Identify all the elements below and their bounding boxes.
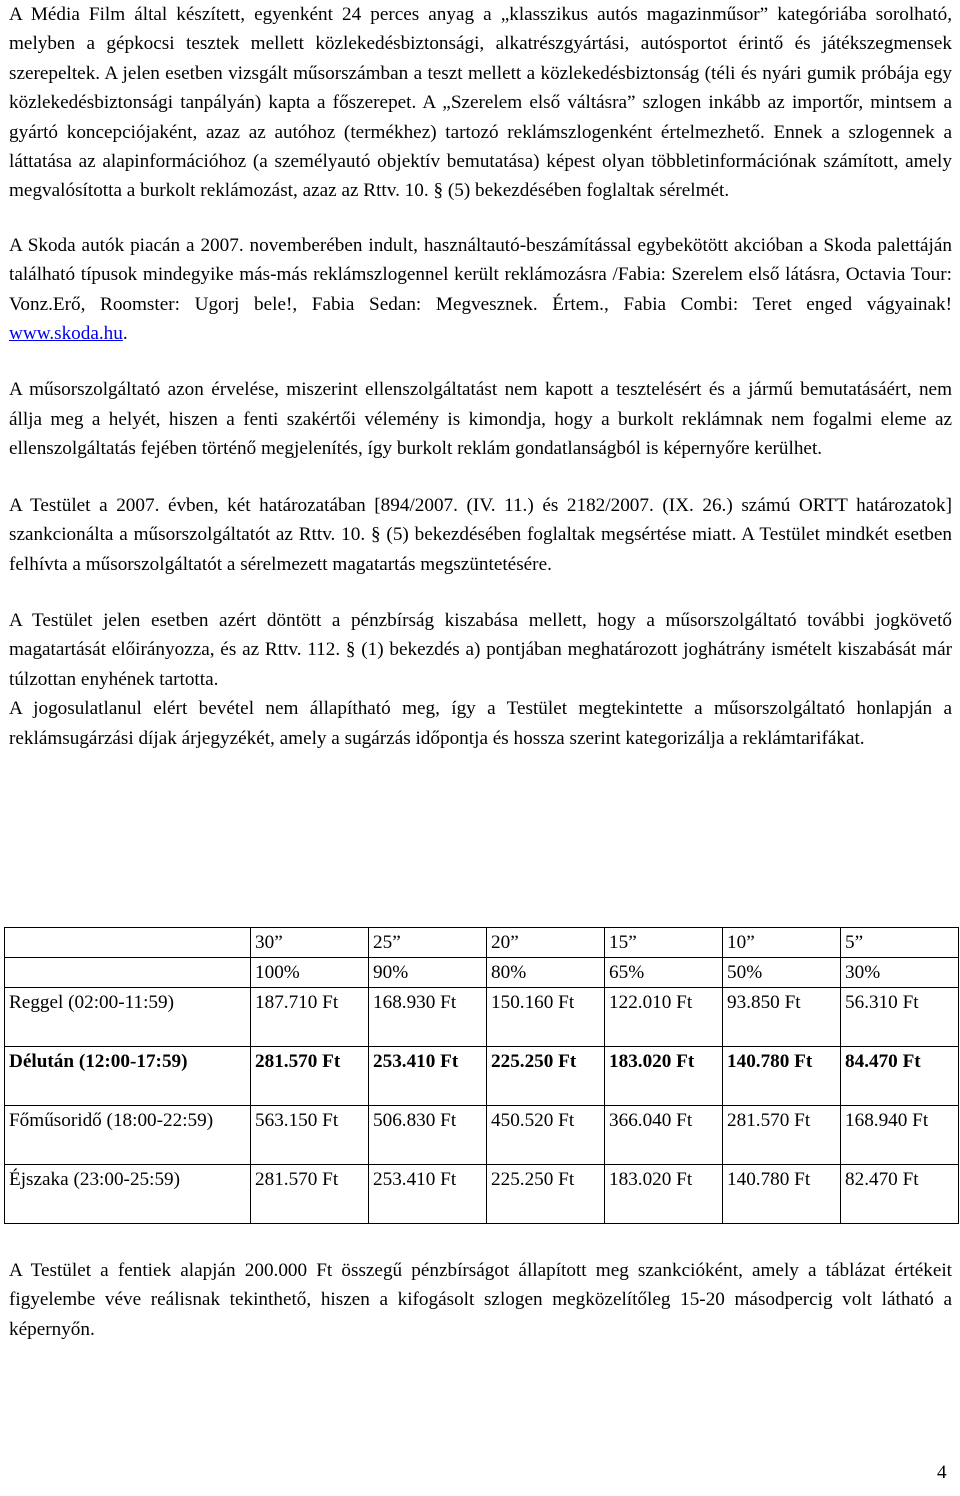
table-cell: 93.850 Ft <box>723 988 841 1047</box>
table-row-label: Reggel (02:00-11:59) <box>5 988 251 1047</box>
table-cell: 168.940 Ft <box>841 1106 959 1165</box>
table-row-label: Délután (12:00-17:59) <box>5 1047 251 1106</box>
paragraph-skoda-end: . <box>122 323 128 345</box>
table-cell: 225.250 Ft <box>487 1165 605 1224</box>
table-cell: 140.780 Ft <box>723 1165 841 1224</box>
skoda-link[interactable]: www.skoda.hu <box>9 323 123 345</box>
table-row-label: Éjszaka (23:00-25:59) <box>5 1165 251 1224</box>
table-header-cell: 10” <box>723 928 841 958</box>
paragraph-media-film: A Média Film által készített, egyenként 24 perces anyag a „klasszikus autós magazinműsor” kategóriába sorolható, melyben a gépkocsi tesztek mellett közlekedésbiztonsági, alkatrészgyártási, autósportot érintő és játékszegmensek szerepeltek. A jelen esetben vizsgált műsorszámban a teszt mellett a közlekedésbiztonság (téli és nyári gumik próbája egy közlekedésbiztonsági tanpályán) kapta a főszerepet. A „Szerelem első váltásra” szlogen inkább az importőr, mintsem a gyártó koncepciójaként, azaz az autóhoz (termékhez) tartozó reklámszlogenként értelmezhető. Ennek a szlogennek a láttatása az alapinformációhoz (a személyautó objektív bemutatása) képest olyan többletinformációnak számított, amely megvalósította a burkolt reklámozást, azaz az Rttv. 10. § (5) bekezdésében foglaltak sérelmét. <box>9 4 952 202</box>
table-cell: 253.410 Ft <box>369 1165 487 1224</box>
table-cell: 150.160 Ft <box>487 988 605 1047</box>
paragraph-skoda-campaign <box>9 231 952 349</box>
table-cell: 187.710 Ft <box>251 988 369 1047</box>
table-cell: 253.410 Ft <box>369 1047 487 1106</box>
table-cell: 82.470 Ft <box>841 1165 959 1224</box>
table-header-cell: 65% <box>605 958 723 988</box>
page-number: 4 <box>937 1462 947 1483</box>
table-header-cell: 30% <box>841 958 959 988</box>
paragraph-fine-decision: A Testület jelen esetben azért döntött a pénzbírság kiszabása mellett, hogy a műsorszolgáltató további jogkövető magatartását előirányozza, és az Rttv. 112. § (1) bekezdés a) pontjában meghatározott joghátrány ismételt kiszabását már túlzottan enyhének tartotta. <box>9 609 952 690</box>
table-header-cell: 15” <box>605 928 723 958</box>
table-header-cell: 5” <box>841 928 959 958</box>
table-cell: 225.250 Ft <box>487 1047 605 1106</box>
table-row <box>5 1106 959 1165</box>
table-row <box>5 988 959 1047</box>
table-header-cell: 30” <box>251 928 369 958</box>
table-header-cell: 25” <box>369 928 487 958</box>
table-header-cell: 50% <box>723 958 841 988</box>
table-cell <box>5 928 251 958</box>
table-cell: 84.470 Ft <box>841 1047 959 1106</box>
table-cell: 563.150 Ft <box>251 1106 369 1165</box>
paragraph-broadcaster-argument: A műsorszolgáltató azon érvelése, miszerint ellenszolgáltatást nem kapott a tesztelésért és a jármű bemutatásáért, nem állja meg a helyét, hiszen a fenti szakértői vélemény is kimondja, hogy a burkolt reklámnak nem fogalmi eleme az ellenszolgáltatás fejében történő megjelenítés, így burkolt reklám gondatlanságból is képernyőre kerülhet. <box>9 379 952 460</box>
table-cell <box>5 958 251 988</box>
table-cell: 450.520 Ft <box>487 1106 605 1165</box>
table-header-cell: 80% <box>487 958 605 988</box>
table-header-durations <box>5 928 959 958</box>
paragraph-revenue-tariffs: A jogosulatlanul elért bevétel nem állapítható meg, így a Testület megtekintette a műsorszolgáltató honlapján a reklámsugárzási díjak árjegyzékét, amely a sugárzás időpontja és hossza szerint kategorizálja a reklámtarifákat. <box>9 698 952 749</box>
table-cell: 183.020 Ft <box>605 1047 723 1106</box>
paragraph-previous-sanctions: A Testület a 2007. évben, két határozatában [894/2007. (IV. 11.) és 2182/2007. (IX. 26.) számú ORTT határozatok] szankcionálta a műsorszolgáltatót az Rttv. 10. § (5) bekezdésében foglaltak megsértése miatt. A Testület mindkét esetben felhívta a műsorszolgáltatót a sérelmezett magatartás megszüntetésére. <box>9 494 952 575</box>
table-header-cell: 100% <box>251 958 369 988</box>
document-body <box>9 0 952 753</box>
table-cell: 366.040 Ft <box>605 1106 723 1165</box>
table-cell: 506.830 Ft <box>369 1106 487 1165</box>
table-cell: 281.570 Ft <box>251 1165 369 1224</box>
table-row <box>5 1165 959 1224</box>
table-cell: 122.010 Ft <box>605 988 723 1047</box>
ad-tariff-table <box>4 927 959 1224</box>
table-header-percents <box>5 958 959 988</box>
table-cell: 56.310 Ft <box>841 988 959 1047</box>
table-cell: 281.570 Ft <box>251 1047 369 1106</box>
table-header-cell: 20” <box>487 928 605 958</box>
table-row-label: Főműsoridő (18:00-22:59) <box>5 1106 251 1165</box>
table-header-cell: 90% <box>369 958 487 988</box>
table-cell: 168.930 Ft <box>369 988 487 1047</box>
table-row <box>5 1047 959 1106</box>
table-cell: 183.020 Ft <box>605 1165 723 1224</box>
paragraph-skoda-text: A Skoda autók piacán a 2007. novemberében indult, használtautó-beszámítással egybekötött akcióban a Skoda palettáján található típusok mindegyike más-más reklámszlogennel került reklámozásra /Fabia: Szerelem első látásra, Octavia Tour: Vonz.Erő, Roomster: Ugorj bele!, Fabia Sedan: Megvesznek. Értem., Fabia Combi: Teret enged vágyainak! <box>9 234 952 315</box>
closing-section <box>9 1256 952 1344</box>
paragraph-final-fine: A Testület a fentiek alapján 200.000 Ft összegű pénzbírságot állapított meg szankcióként, amely a táblázat értékeit figyelembe véve reálisnak tekinthető, hiszen a kifogásolt szlogen megközelítőleg 15-20 másodpercig volt látható a képernyőn. <box>9 1260 952 1340</box>
table-cell: 140.780 Ft <box>723 1047 841 1106</box>
table-cell: 281.570 Ft <box>723 1106 841 1165</box>
